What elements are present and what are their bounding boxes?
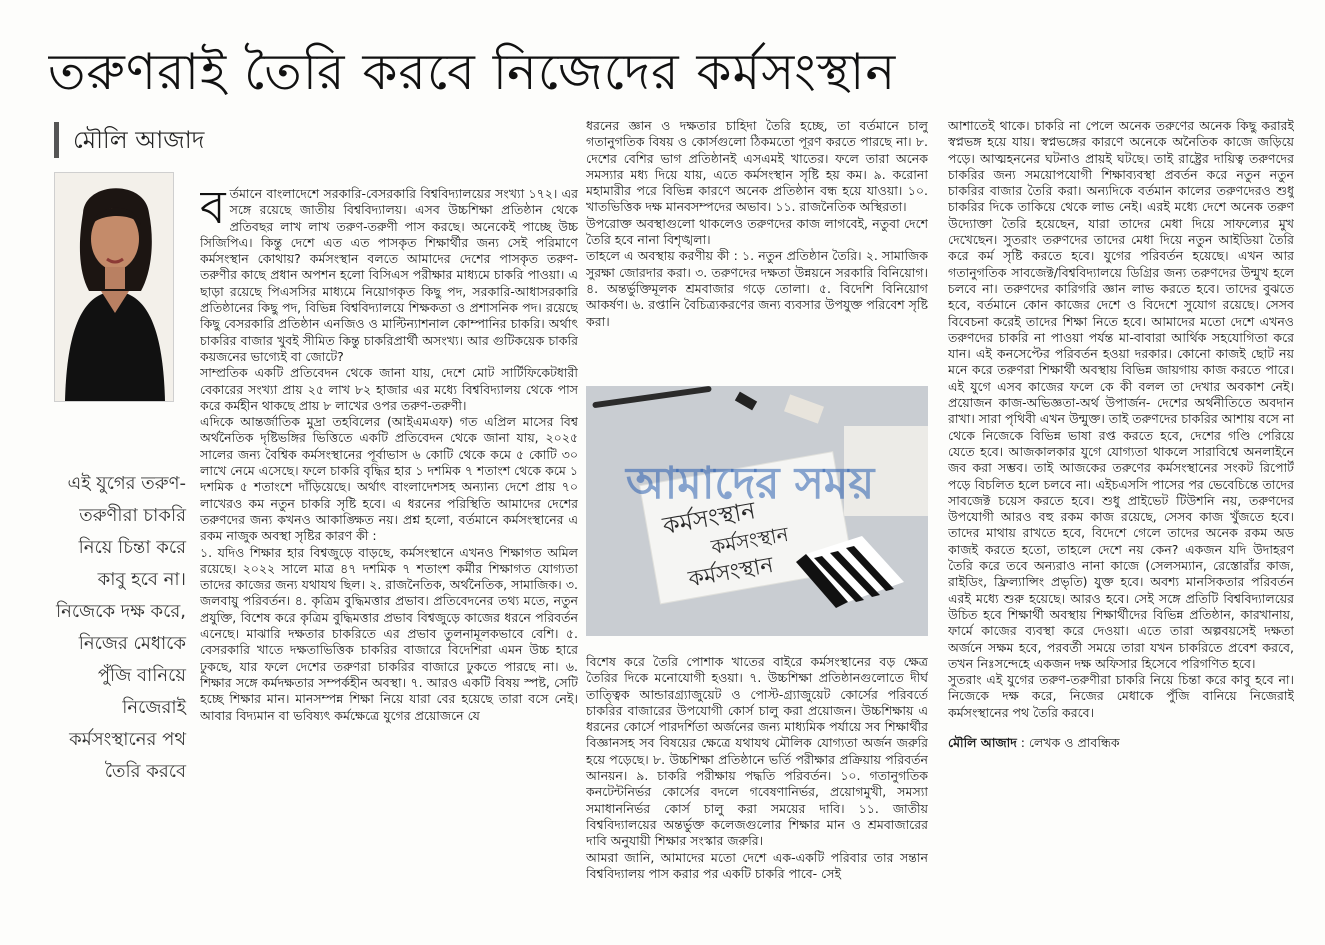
watermark-logo: আমাদের সময় <box>626 458 875 509</box>
signature-name: মৌলি আজাদ <box>948 734 1017 750</box>
card-text-3: কর্মসংস্থান <box>686 552 776 593</box>
article-image <box>586 386 928 636</box>
page-title: তরুণরাই তৈরি করবে নিজেদের কর্মসংস্থান <box>48 43 897 101</box>
byline: মৌলি আজাদ <box>54 122 204 158</box>
desk-illustration <box>586 386 928 636</box>
paragraph: তাহলে এ অবস্থায় করণীয় কী : ১. নতুন প্রতিষ্ঠান তৈরি। ২. সামাজিক সুরক্ষা জোরদার করা। ৩. তরুণদের দক্ষতা উন্নয়নে সরকারি বিনিয়োগ। ৪. অন্তর্ভুক্তিমূলক শ্রমবাজার গড়ে তোলা। ৫. বিদেশি বিনিয়োগ আকর্ষণ। ৬. রপ্তানি বৈচিত্র্যকরণের জন্য ব্যবসার উপযুক্ত পরিবেশ সৃষ্টি করা। <box>586 248 928 329</box>
paragraph: ধরনের জ্ঞান ও দক্ষতার চাহিদা তৈরি হচ্ছে, তা বর্তমানে চালু গতানুগতিক বিষয় ও কোর্সগুলো ঠিকমতো পূরণ করতে পারছে না। ৮. দেশের বেশির ভাগ প্রতিষ্ঠানই এসএমই খাতের। ফলে তারা অনেক সমস্যার মধ্য দিয়ে যায়, এতে কর্মসংস্থান সৃষ্টি হয় কম। ৯. করোনা মহামারীর পরে বিভিন্ন কারণে অনেক প্রতিষ্ঠান বন্ধ হয়ে যাওয়া। ১০. খাতভিত্তিক দক্ষ মানবসম্পদের অভাব। ১১. রাজনৈতিক অস্থিরতা। <box>586 118 928 215</box>
article-column-2 <box>586 118 928 382</box>
article-column-3 <box>948 118 1294 942</box>
signature-role: : লেখক ও প্রাবন্ধিক <box>1020 734 1120 750</box>
author-portrait <box>55 173 173 401</box>
top-strip <box>0 0 1325 8</box>
card-text-1: কর্মসংস্থান <box>660 496 758 541</box>
paragraph: আশাতেই থাকে। চাকরি না পেলে অনেক তরুণের অনেক কিছু করারই স্বপ্নভঙ্গ হয়ে যায়। স্বপ্নভঙ্গের কারণে অনেকে অনৈতিক কাজে জড়িয়ে পড়ে। আত্মহননের ঘটনাও প্রায়ই ঘটছে। তাই রাষ্ট্রের দায়িত্ব তরুণদের চাকরির জন্য সময়োপযোগী শিক্ষাব্যবস্থা প্রবর্তন করে নতুন নতুন চাকরির বাজার তৈরি করা। অন্যদিকে বর্তমান কালের তরুণদেরও শুধু চাকরির দিকে তাকিয়ে থেকে লাভ নেই। এরই মধ্যে দেশে অনেক তরুণ উদ্যোক্তা তৈরি হয়েছেন, যারা তাদের মেধা দিয়ে সাফল্যের মুখ দেখেছেন। সুতরাং তরুণদের তাদের মেধা দিয়ে নতুন আইডিয়া তৈরি করে কর্ম সৃষ্টি করতে হবে। যুগের পরিবর্তন হয়েছে। এখন আর গতানুগতিক সাবজেক্ট/বিশ্ববিদ্যালয়ে ডিগ্রির জন্য তরুণদের উন্মুখ হলে চলবে না। তরুণদের কারিগরি জ্ঞান লাভ করতে হবে। তাদের বুঝতে হবে, বর্তমানে কোন কাজের দেশে ও বিদেশে সুযোগ রয়েছে। সেসব বিবেচনা করেই তাদের শিক্ষা নিতে হবে। আমাদের মতো দেশে এখনও তরুণদের চাকরি না পাওয়া পর্যন্ত মা-বাবারা আর্থিক সহযোগিতা করে যান। এই কনসেপ্টের পরিবর্তন হওয়া দরকার। কোনো কাজই ছোট নয় মনে করে তরুণরা শিক্ষার্থী অবস্থায় বিভিন্ন জায়গায় কাজ করতে পারে। এই যুগে এসব কাজের ফলে কে কী বলল তা দেখার অবকাশ নেই। প্রয়োজন কাজ-অভিজ্ঞতা-অর্থ উপার্জন- দেশের অর্থনীতিতে অবদান রাখা। সারা পৃথিবী এখন উন্মুক্ত। তাই তরুণদের চাকরির আশায় বসে না থেকে নিজেকে বিভিন্ন ভাষা রপ্ত করতে হবে, দেশের গণ্ডি পেরিয়ে যেতে হবে। আজকালকার যুগে যোগ্যতা থাকলে সারাবিশ্বে অনলাইনে জব করা সম্ভব। তাই আজকের তরুণের কর্মসংস্থানের সংকট রিপোর্ট পড়ে বিচলিত হলে চলবে না। এইচএসসি পাসের পর ভেবেচিন্তে তাদের সাবজেক্ট চয়েস করতে হবে। শুধু প্রাইভেট টিউশনি নয়, তরুণদের উপযোগী আরও বহু রকম কাজ রয়েছে, সেসব কাজ খুঁজতে হবে। তাদের মাথায় রাখতে হবে, বিদেশে গেলে তাদের অনেক রকম অড কাজই করতে হতো, তাহলে দেশে নয় কেন? একজন যদি উদাহরণ তৈরি করে তবে অন্যরাও নানা কাজে (সেলসম্যান, রেস্তোরাঁর কাজ, রাইডিং, ফ্রিল্যান্সিং প্রভৃতি) যুক্ত হবে। অবশ্য মানসিকতার পরিবর্তন এরই মধ্যে শুরু হয়েছে। আরও হবে। সেই সঙ্গে প্রতিটি বিশ্ববিদ্যালয়ের উচিত হবে শিক্ষার্থী অবস্থায় শিক্ষার্থীদের বিভিন্ন প্রতিষ্ঠান, কারখানায়, ফার্মে কাজের ব্যবস্থা করে দেওয়া। এতে তারা অল্পবয়সেই দক্ষতা অর্জনে সক্ষম হবে, পরবর্তী সময়ে তারা যখন চাকরিতে প্রবেশ করবে, তখন নিঃসন্দেহে একজন দক্ষ অফিসার হিসেবে পরিগণিত হবে। <box>948 118 1294 671</box>
author-photo <box>54 172 174 402</box>
paragraph: বিশেষ করে তৈরি পোশাক খাতের বাইরে কর্মসংস্থানের বড় ক্ষেত্র তৈরির দিকে মনোযোগী হওয়া। ৭. উচ্চশিক্ষা প্রতিষ্ঠানগুলোতে দীর্ঘ তাত্ত্বিক আন্ডারগ্র্যাজুয়েট ও পোস্ট-গ্র্যাজুয়েট কোর্সের পরিবর্তে চাকরির বাজারের উপযোগী কোর্স চালু করা প্রয়োজন। উচ্চশিক্ষায় এ ধরনের কোর্সে পারদর্শিতা অর্জনের জন্য মাধ্যমিক পর্যায়ে সব শিক্ষার্থীর বিজ্ঞানসহ সব বিষয়ের ক্ষেত্রে যথাযথ মৌলিক যোগ্যতা অর্জন জরুরি হয়ে পড়েছে। ৮. উচ্চশিক্ষা প্রতিষ্ঠানে ভর্তি পরীক্ষার প্রক্রিয়ায় পরিবর্তন আনয়ন। ৯. চাকরি পরীক্ষায় পদ্ধতি পরিবর্তন। ১০. গতানুগতিক কনটেন্টনির্ভর কোর্সের বদলে গবেষণানির্ভর, প্রয়োগমুখী, সমস্যা সমাধাননির্ভর কোর্স চালু করা সময়ের দাবি। ১১. জাতীয় বিশ্ববিদ্যালয়ের অন্তর্ভুক্ত কলেজগুলোর শিক্ষার মান ও শ্রমবাজারের দাবি অনুযায়ী শিক্ষার সংস্কার জরুরি। <box>586 654 928 849</box>
paragraph: আমরা জানি, আমাদের মতো দেশে এক-একটি পরিবার তার সন্তান বিশ্ববিদ্যালয় পাস করার পর একটি চাকরি পাবে- সেই <box>586 849 928 881</box>
paragraph: উপরোক্ত অবস্থাগুলো থাকলেও তরুণদের কাজ লাগবেই, নতুবা দেশে তৈরি হবে নানা বিশৃঙ্খলা। <box>586 215 928 248</box>
paragraph: সুতরাং এই যুগের তরুণ-তরুণীরা চাকরি নিয়ে চিন্তা করে কাবু হবে না। নিজেকে দক্ষ করে, নিজের মেধাকে পুঁজি বানিয়ে নিজেরাই কর্মসংস্থানের পথ তৈরি করবে। <box>948 672 1294 720</box>
pull-quote: এই যুগের তরুণ-তরুণীরা চাকরি নিয়ে চিন্তা করে কাবু হবে না। নিজেকে দক্ষ করে, নিজের মেধাকে পুঁজি বানিয়ে নিজেরাই কর্মসংস্থানের পথ তৈরি করবে <box>56 473 186 782</box>
article-column-1 <box>200 186 578 942</box>
card-text-2: কর্মসংস্থান <box>709 521 791 559</box>
paragraph: এদিকে আন্তর্জাতিক মুদ্রা তহবিলের (আইএমএফ) গত এপ্রিল মাসের বিশ্ব অর্থনৈতিক দৃষ্টিভঙ্গির ভিত্তিতে একটি প্রতিবেদন থেকে জানা যায়, ২০২৫ সালের জন্য বৈশ্বিক কর্মসংস্থানের পূর্বাভাস ৬ কোটি থেকে কমে ৫ কোটি ৩০ লাখে নেমে এসেছে। ফলে চাকরি বৃদ্ধির হার ১ দশমিক ৭ শতাংশ থেকে কমে ১ দশমিক ৫ শতাংশে দাঁড়িয়েছে। অর্থাৎ বাংলাদেশসহ অন্যান্য দেশে প্রায় ৭০ লাখেরও কম নতুন চাকরি সৃষ্টি হবে। এ ধরনের পরিস্থিতি আমাদের দেশের তরুণদের জন্য কখনও আকাঙ্ক্ষিত নয়। প্রশ্ন হলো, বর্তমানে কর্মসংস্থানের এ রকম নাজুক অবস্থা সৃষ্টির কারণ কী : <box>200 414 578 544</box>
author-signature <box>948 735 1294 751</box>
article-column-2-continued <box>586 654 928 942</box>
paragraph: ১. যদিও শিক্ষার হার বিশ্বজুড়ে বাড়ছে, কর্মসংস্থানে এখনও শিক্ষাগত অমিল রয়েছে। ২০২২ সালে মাত্র ৪৭ দশমিক ৭ শতাংশ কর্মীর শিক্ষাগত যোগ্যতা তাদের কাজের জন্য যথাযথ ছিল। ২. রাজনৈতিক, অর্থনৈতিক, সামাজিক। ৩. জলবায়ু পরিবর্তন। ৪. কৃত্রিম বুদ্ধিমত্তার প্রভাব। প্রতিবেদনের তথ্য মতে, নতুন প্রযুক্তি, বিশেষ করে কৃত্রিম বুদ্ধিমত্তার প্রভাব বিশ্বজুড়ে কাজের ধরনে পরিবর্তন এনেছে। মাঝারি দক্ষতার চাকরিতে এর প্রভাব তুলনামূলকভাবে বেশি। ৫. বেসরকারি খাতে দক্ষতাভিত্তিক চাকরির বাজারে বিদেশিরা এমন উচ্চ হারে ঢুকছে, যার ফলে দেশের তরুণরা চাকরির বাজারে ঢুকতে পারছে না। ৬. শিক্ষার সঙ্গে কর্মদক্ষতার সম্পর্কহীন অবস্থা। ৭. আরও একটি বিষয় স্পষ্ট, সেটি হচ্ছে শিক্ষার মান। মানসম্পন্ন শিক্ষা নিয়ে যারা বের হয়েছে তারা বসে নেই। আবার বিদ্যমান বা ভবিষ্যৎ কর্মক্ষেত্রে যুগের প্রয়োজনে যে <box>200 544 578 723</box>
paragraph: বর্তমানে বাংলাদেশে সরকারি-বেসরকারি বিশ্ববিদ্যালয়ের সংখ্যা ১৭২। এর সঙ্গে রয়েছে জাতীয় বিশ্ববিদ্যালয়। এসব উচ্চশিক্ষা প্রতিষ্ঠান থেকে প্রতিবছর লাখ লাখ তরুণ-তরুণী পাস করছে। অনেকেই পাচ্ছে উচ্চ সিজিপিএ। কিন্তু দেশে এত এত পাসকৃত শিক্ষার্থীর জন্য সেই পরিমাণে কর্মসংস্থান কোথায়? কর্মসংস্থান বলতে আমাদের দেশের পাসকৃত তরুণ-তরুণীর কাছে প্রধান অপশন হলো বিসিএস পরীক্ষার মাধ্যমে চাকরি পাওয়া। এ ছাড়া রয়েছে পিএসসির মাধ্যমে নিয়োগকৃত কিছু পদ, সরকারি-আধাসরকারি প্রতিষ্ঠানের কিছু পদ, বিভিন্ন বিশ্ববিদ্যালয়ে শিক্ষকতা ও প্রশাসনিক পদ। রয়েছে কিছু বেসরকারি প্রতিষ্ঠান এনজিও ও মাল্টিন্যাশনাল কোম্পানির চাকরি। অর্থাৎ চাকরির বাজার খুবই সীমিত কিন্তু চাকরিপ্রার্থী অসংখ্য। আর গুটিকয়েক চাকরি কয়জনের ভাগ্যেই বা জোটে? <box>200 186 578 364</box>
drop-cap: ব <box>200 186 226 234</box>
paragraph: সাম্প্রতিক একটি প্রতিবেদন থেকে জানা যায়, দেশে মোট সার্টিফিকেটধারী বেকারের সংখ্যা প্রায় ২৫ লাখ ৮২ হাজার এর মধ্যে বিশ্ববিদ্যালয় থেকে পাস করে কর্মহীন থাকছে প্রায় ৮ লাখের ওপর তরুণ-তরুণী। <box>200 365 578 413</box>
